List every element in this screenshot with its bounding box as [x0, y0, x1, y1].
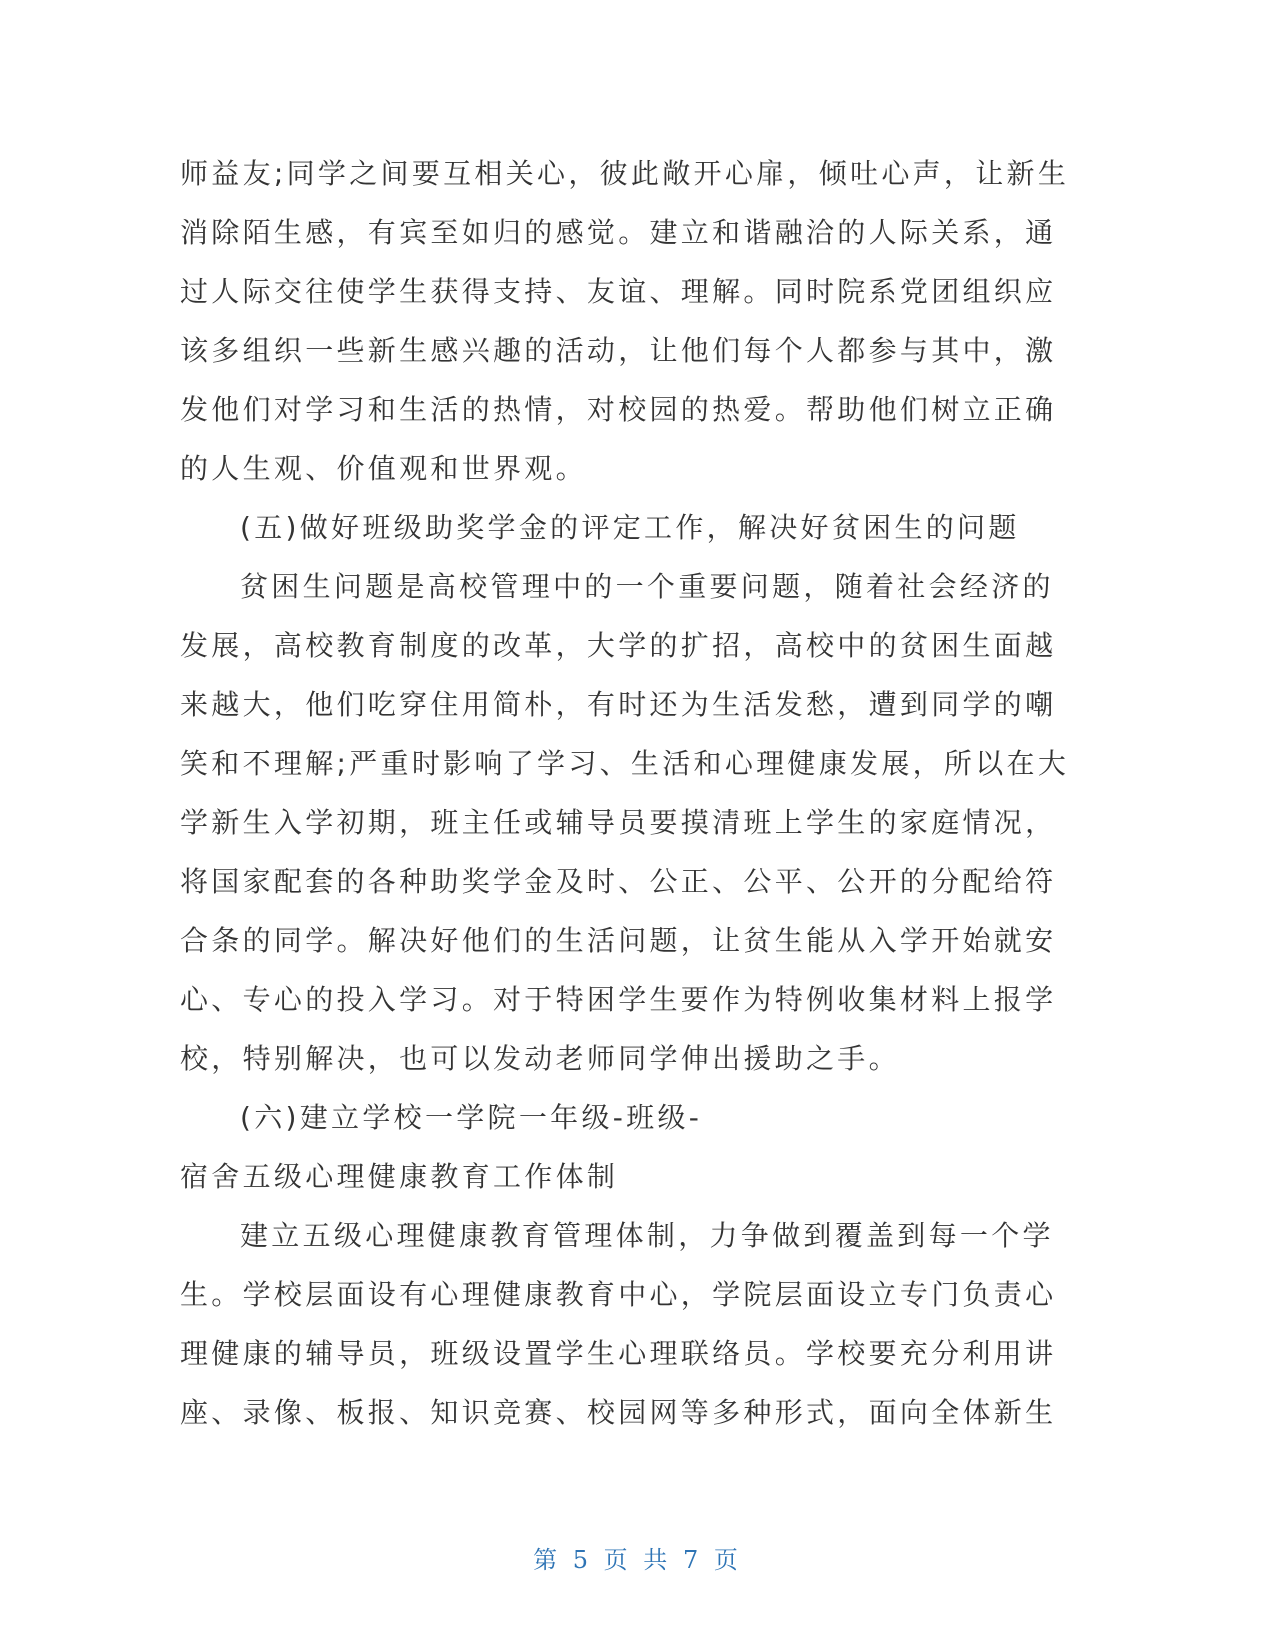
- text-line: 发他们对学习和生活的热情，对校园的热爱。帮助他们树立正确: [180, 393, 1057, 426]
- text-line: 座、录像、板报、知识竞赛、校园网等多种形式，面向全体新生: [180, 1396, 1057, 1429]
- text-line: 该多组织一些新生感兴趣的活动，让他们每个人都参与其中，激: [180, 334, 1057, 367]
- text-line: 生。学校层面设有心理健康教育中心，学院层面设立专门负责心: [180, 1278, 1057, 1311]
- text-line: 消除陌生感，有宾至如归的感觉。建立和谐融洽的人际关系，通: [180, 216, 1057, 249]
- text-line: 来越大，他们吃穿住用简朴，有时还为生活发愁，遭到同学的嘲: [180, 688, 1057, 721]
- text-line: 理健康的辅导员，班级设置学生心理联络员。学校要充分利用讲: [180, 1337, 1057, 1370]
- body-text: [180, 144, 1070, 1442]
- paragraph-start: 建立五级心理健康教育管理体制，力争做到覆盖到每一个学: [240, 1219, 1054, 1252]
- text-line: 发展，高校教育制度的改革，大学的扩招，高校中的贫困生面越: [180, 629, 1057, 662]
- text-line: 心、专心的投入学习。对于特困学生要作为特例收集材料上报学: [180, 983, 1057, 1016]
- section-heading: (六)建立学校一学院一年级-班级-: [240, 1101, 703, 1134]
- page-number-footer: 第 5 页 共 7 页: [533, 1546, 742, 1574]
- section-heading-continued: 宿舍五级心理健康教育工作体制: [180, 1160, 619, 1193]
- text-line: 笑和不理解;严重时影响了学习、生活和心理健康发展，所以在大: [180, 747, 1070, 780]
- text-line: 的人生观、价值观和世界观。: [180, 452, 587, 485]
- text-line: 学新生入学初期，班主任或辅导员要摸清班上学生的家庭情况，: [180, 806, 1057, 839]
- text-line: 师益友;同学之间要互相关心，彼此敞开心扉，倾吐心声，让新生: [180, 157, 1070, 190]
- text-line: 过人际交往使学生获得支持、友谊、理解。同时院系党团组织应: [180, 275, 1057, 308]
- paragraph-start: 贫困生问题是高校管理中的一个重要问题，随着社会经济的: [240, 570, 1054, 603]
- text-line: 将国家配套的各种助奖学金及时、公正、公平、公开的分配给符: [180, 865, 1057, 898]
- text-line: 合条的同学。解决好他们的生活问题，让贫生能从入学开始就安: [180, 924, 1057, 957]
- section-heading: (五)做好班级助奖学金的评定工作，解决好贫困生的问题: [240, 511, 1020, 544]
- text-line: 校，特别解决，也可以发动老师同学伸出援助之手。: [180, 1042, 900, 1075]
